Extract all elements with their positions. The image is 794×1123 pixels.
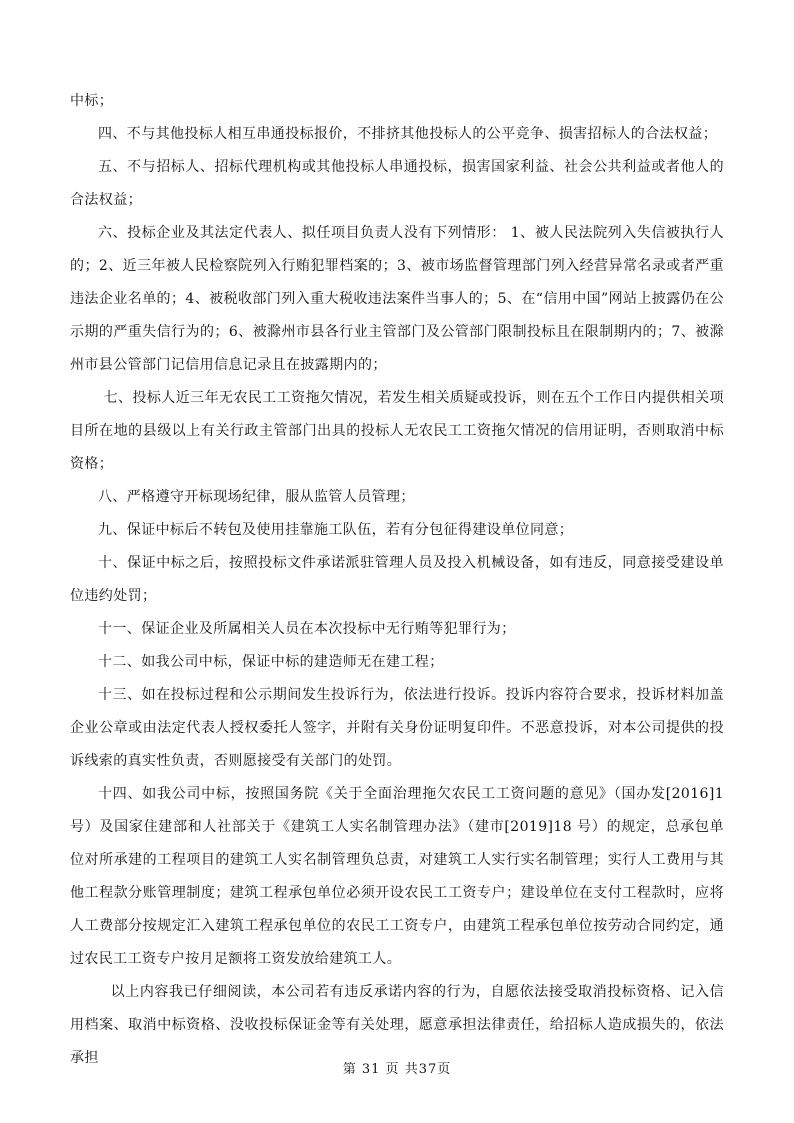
paragraph: 七、投标人近三年无农民工工资拖欠情况，若发生相关质疑或投诉，则在五个工作日内提供相关项目所在地的县级以上有关行政主管部门出具的投标人无农民工工资拖欠情况的信用证明，否则取消中标资格；: [70, 390, 724, 472]
paragraph: 八、严格遵守开标现场纪律，服从监管人员管理；: [98, 489, 415, 505]
paragraph: 四、不与其他投标人相互串通投标报价，不排挤其他投标人的公平竞争、损害招标人的合法权益；: [98, 126, 718, 142]
paragraph: 六、投标企业及其法定代表人、拟任项目负责人没有下列情形： 1、被人民法院列入失信被执行人的；2、近三年被人民检察院列入行贿犯罪档案的；3、被市场监督管理部门列入经营异常名录或者严重违法企业名单的；4、被税收部门列入重大税收违法案件当事人的；5、在“信用中国”网站上披露仍在公示期的严重失信行为的；6、被滁州市县各行业主管部门及公管部门限制投标且在限制期内的；7、被滁州市县公管部门记信用信息记录且在披露期内的；: [70, 225, 724, 373]
paragraph: 中标；: [70, 93, 114, 109]
page-number: 第 31 页 共37页: [342, 1062, 452, 1077]
page-footer: [0, 1058, 794, 1077]
paragraph: 十四、如我公司中标，按照国务院《关于全面治理拖欠农民工工资问题的意见》（国办发[2016]1 号）及国家住建部和人社部关于《建筑工人实名制管理办法》（建市[2019]18 号）的规定，总承包单位对所承建的工程项目的建筑工人实名制管理负总责，对建筑工人实行实名制管理；实行人工费用与其他工程款分账管理制度；建筑工程承包单位必须开设农民工工资专户；建设单位在支付工程款时，应将人工费部分按规定汇入建筑工程承包单位的农民工工资专户，由建筑工程承包单位按劳动合同约定，通过农民工工资专户按月足额将工资发放给建筑工人。: [70, 786, 724, 967]
paragraph: 以上内容我已仔细阅读，本公司若有违反承诺内容的行为，自愿依法接受取消投标资格、记入信用档案、取消中标资格、没收投标保证金等有关处理，愿意承担法律责任，给招标人造成损失的，依法承担: [70, 984, 724, 1066]
document-body: [70, 85, 724, 1075]
paragraph: 九、保证中标后不转包及使用挂靠施工队伍，若有分包征得建设单位同意；: [98, 522, 574, 538]
paragraph: 十三、如在投标过程和公示期间发生投诉行为，依法进行投诉。投诉内容符合要求，投诉材料加盖企业公章或由法定代表人授权委托人签字，并附有关身份证明复印件。不恶意投诉，对本公司提供的投诉线索的真实性负责，否则愿接受有关部门的处罚。: [70, 687, 724, 769]
paragraph: 十、保证中标之后，按照投标文件承诺派驻管理人员及投入机械设备，如有违反，同意接受建设单位违约处罚；: [70, 555, 724, 604]
paragraph: 十一、保证企业及所属相关人员在本次投标中无行贿等犯罪行为；: [98, 621, 516, 637]
paragraph: 十二、如我公司中标，保证中标的建造师无在建工程；: [98, 654, 444, 670]
paragraph: 五、不与招标人、招标代理机构或其他投标人串通投标，损害国家利益、社会公共利益或者他人的合法权益；: [70, 159, 724, 208]
